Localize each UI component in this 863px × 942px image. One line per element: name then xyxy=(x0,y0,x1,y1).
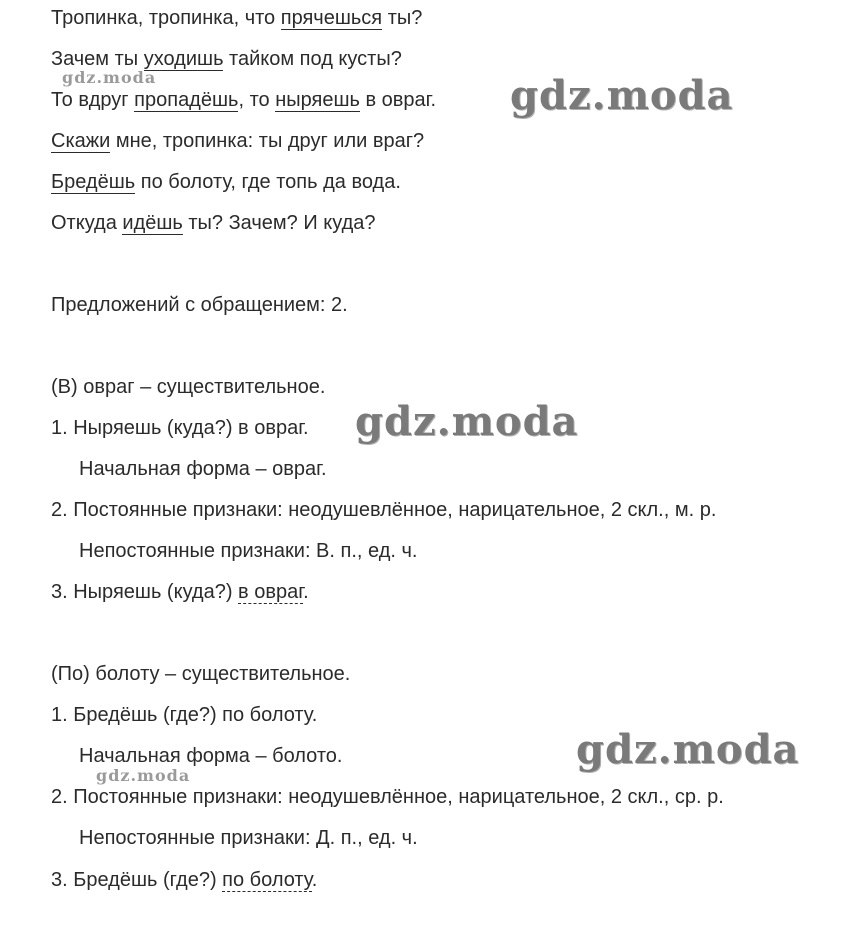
watermark: gdz.moda xyxy=(510,72,734,119)
predicate: уходишь xyxy=(143,48,224,70)
poem-line-4 xyxy=(51,129,424,153)
text: тайком под кусты? xyxy=(223,48,402,70)
parse1-point-2: 2. Постоянные признаки: неодушевлённое, нарицательное, 2 скл., м. р. xyxy=(51,499,717,521)
poem-line-1 xyxy=(51,6,422,30)
text: мне, тропинка: ты друг или враг? xyxy=(110,130,425,152)
text: по болоту, где топь да вода. xyxy=(135,171,401,193)
text: Тропинка, тропинка, что xyxy=(51,7,281,29)
predicate: ныряешь xyxy=(275,89,360,111)
predicate: Бредёшь xyxy=(51,171,136,193)
predicate: прячешься xyxy=(280,7,383,29)
parse2-title: (По) болоту – существительное. xyxy=(51,663,351,685)
text: ты? Зачем? И куда? xyxy=(182,212,376,234)
text: То вдруг xyxy=(51,89,135,111)
parse2-point-3 xyxy=(51,868,317,892)
text: ты? xyxy=(382,7,423,29)
summary: Предложений с обращением: 2. xyxy=(51,294,348,316)
parse1-variable-features: Непостоянные признаки: В. п., ед. ч. xyxy=(79,540,418,562)
object-phrase: по болоту xyxy=(222,869,312,891)
watermark: gdz.moda xyxy=(576,726,800,773)
predicate: Скажи xyxy=(51,130,111,152)
watermark: gdz.moda xyxy=(96,766,191,785)
predicate: идёшь xyxy=(122,212,183,234)
text: . xyxy=(311,869,318,891)
parse2-point-1: 1. Бредёшь (где?) по болоту. xyxy=(51,704,318,726)
parse1-title: (В) овраг – существительное. xyxy=(51,376,326,398)
parse1-initial-form: Начальная форма – овраг. xyxy=(79,458,327,480)
text: . xyxy=(303,581,309,603)
poem-line-3 xyxy=(51,88,436,112)
text: 3. Бредёшь (где?) xyxy=(51,869,223,891)
text: , то xyxy=(238,89,276,111)
poem-line-6 xyxy=(51,211,376,235)
text: 3. Ныряешь (куда?) xyxy=(51,581,239,603)
parse1-point-3 xyxy=(51,580,309,604)
watermark: gdz.moda xyxy=(62,68,157,87)
object-phrase: в овраг xyxy=(238,581,304,603)
parse2-initial-form: Начальная форма – болото. xyxy=(79,745,343,767)
text: Откуда xyxy=(51,212,123,234)
predicate: пропадёшь xyxy=(134,89,239,111)
poem-line-5 xyxy=(51,170,401,194)
parse1-point-1: 1. Ныряешь (куда?) в овраг. xyxy=(51,417,309,439)
parse2-point-2: 2. Постоянные признаки: неодушевлённое, нарицательное, 2 скл., ср. р. xyxy=(51,786,724,808)
watermark: gdz.moda xyxy=(355,398,579,445)
text: в овраг. xyxy=(359,89,437,111)
parse2-variable-features: Непостоянные признаки: Д. п., ед. ч. xyxy=(79,827,418,849)
text: Зачем ты xyxy=(51,48,144,70)
